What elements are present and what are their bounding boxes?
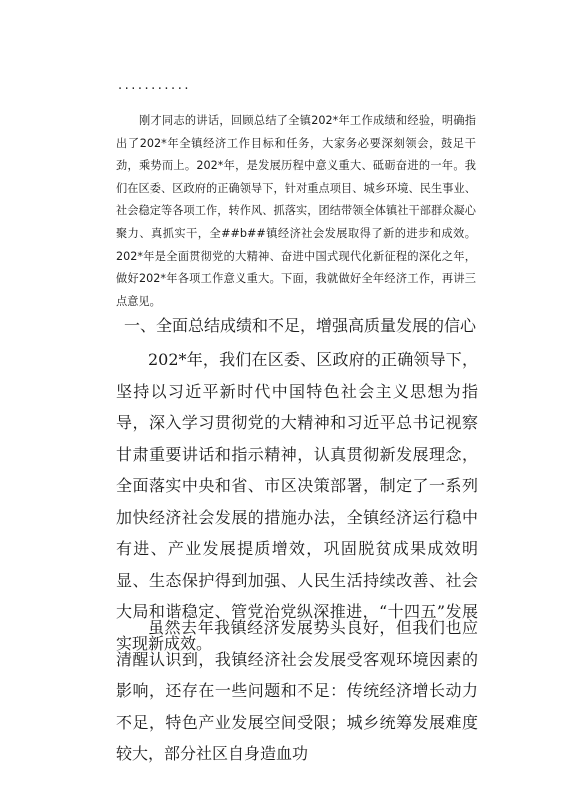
section-heading: 一、全面总结成绩和不足，增强高质量发展的信心 — [124, 316, 477, 335]
body-paragraph: 202*年，我们在区委、区政府的正确领导下，坚持以习近平新时代中国特色社会主义思想为指导，深入学习贯彻党的大精神和习近平总书记视察甘肃重要讲话和指示精神，认真贯彻新发展理念，全面落实中央和省、市区决策部署，制定了一系列加快经济社会发展的措施办法，全镇经济运行稳中有进、产业发展提质增效，巩固脱贫成果成效明显、生态保护得到加强、人民生活持续改善、社会大局和谐稳定、管党治党纵深推进，“十四五”发展实现新成效。 — [116, 350, 478, 653]
body-paragraph: 虽然去年我镇经济发展势头良好，但我们也应清醒认识到，我镇经济社会发展受客观环境因素的影响，还存在一些问题和不足：传统经济增长动力不足，特色产业发展空间受限；城乡统筹发展难度较大，部分社区自身造血功 — [116, 618, 478, 763]
intro-paragraph: 刚才同志的讲话，回顾总结了全镇202*年工作成绩和经验，明确指出了202*年全镇经济工作目标和任务，大家务必要深刻领会，鼓足干劲，乘势而上。202*年，是发展历程中意义重大、砥砺奋进的一年。我们在区委、区政府的正确领导下，针对重点项目、城乡环境、民生事业、社会稳定等各项工作，转作风、抓落实，团结带领全体镇社干部群众凝心聚力、真抓实干，全##b##镇经济社会发展取得了新的进步和成效。202*年是全面贯彻党的大精神、奋进中国式现代化新征程的深化之年，做好202*年各项工作意义重大。下面，我就做好全年经济工作，再讲三点意见。 — [116, 114, 476, 308]
ellipsis-dots: ........... — [118, 78, 191, 93]
